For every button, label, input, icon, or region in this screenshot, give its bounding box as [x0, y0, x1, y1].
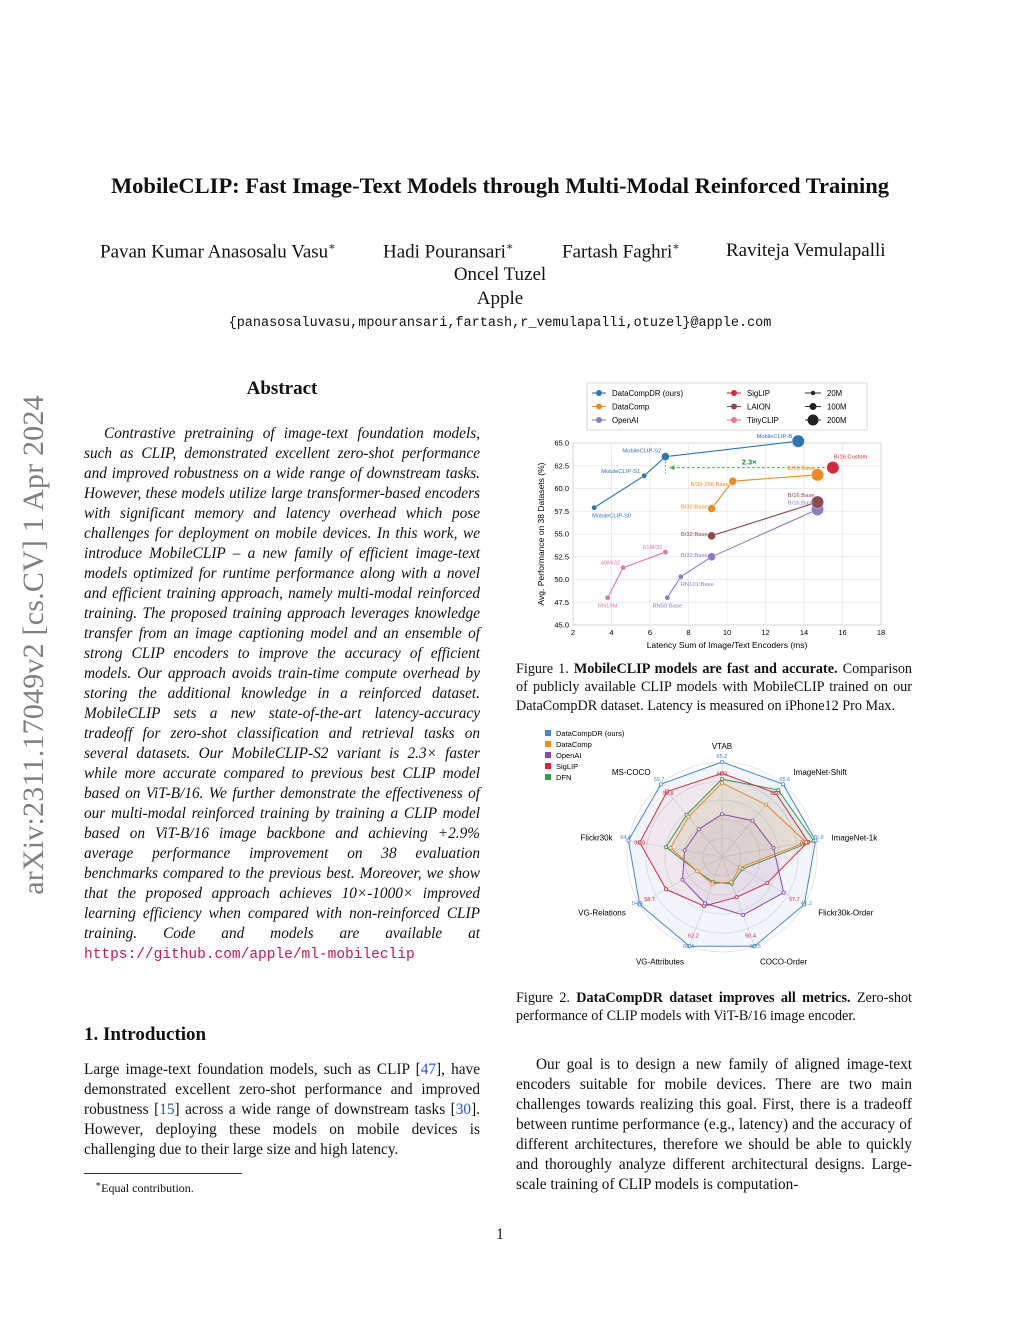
author-name: Fartash Faghri∗	[562, 241, 680, 263]
point-label: B/16:Base	[787, 500, 815, 507]
radar-data-label: 84.4	[620, 835, 631, 842]
radar-data-label: 54.6	[631, 900, 643, 907]
legend-swatch	[545, 774, 551, 780]
radar-axis-label: Flickr30k	[580, 833, 613, 843]
radar-axis-label: VTAB	[711, 741, 733, 751]
data-point	[729, 477, 737, 485]
legend-label: DataComp	[612, 402, 650, 412]
legend-marker	[596, 417, 602, 423]
data-point	[708, 505, 716, 513]
point-label: RN50:Base	[652, 603, 683, 610]
data-point	[620, 565, 625, 570]
legend-label: TinyCLIP	[747, 415, 779, 425]
author-name: Raviteja Vemulapalli	[726, 240, 886, 261]
radar-data-label: 81.9	[634, 840, 646, 847]
point-label: MobileCLIP-B	[756, 434, 793, 441]
y-tick-label: 47.5	[554, 597, 569, 607]
x-tick-label: 4	[609, 628, 614, 637]
radar-data-label: 50.4	[745, 933, 756, 940]
point-label: 40M/32	[600, 560, 621, 567]
data-point	[708, 553, 716, 561]
point-label: B/16:Custom	[833, 454, 868, 461]
data-point	[592, 505, 597, 510]
legend-marker	[731, 390, 737, 396]
citation-link[interactable]: 47	[420, 1061, 437, 1078]
radar-data-label: 59.7	[653, 777, 665, 784]
y-tick-label: 62.5	[554, 461, 569, 471]
radar-point	[659, 783, 662, 786]
point-label: B/16:Base	[787, 465, 815, 472]
radar-data-label: 55.5	[750, 943, 761, 950]
figure1-scatter-chart	[530, 380, 910, 655]
radar-axis-label: COCO-Order	[760, 957, 808, 967]
point-label: B/32:Base	[680, 552, 708, 559]
footnote: ∗Equal contribution.	[95, 1179, 194, 1195]
y-tick-label: 52.5	[554, 552, 569, 562]
point-label: MobileCLIP-S1	[601, 468, 641, 475]
legend-marker	[731, 404, 737, 410]
radar-point	[781, 783, 784, 786]
legend-marker	[596, 404, 602, 410]
author-name: Pavan Kumar Anasosalu Vasu∗	[100, 241, 336, 263]
author-name: Hadi Pouransari∗	[383, 241, 514, 263]
x-tick-label: 10	[722, 628, 732, 637]
x-axis-label: Latency Sum of Image/Text Encoders (ms)	[646, 640, 808, 650]
radar-axis-label: MS-COCO	[611, 767, 651, 777]
radar-data-label: 68.4	[683, 943, 694, 950]
radar-data-label: 62.2	[688, 933, 699, 940]
legend-label: LAION	[747, 402, 771, 412]
legend-size-marker	[810, 403, 817, 410]
citation-link[interactable]: 30	[455, 1101, 472, 1118]
radar-data-label: 62.3	[716, 771, 728, 778]
affiliation: Apple	[476, 288, 524, 309]
page-number: 1	[496, 1226, 504, 1243]
legend-label: DFN	[556, 773, 572, 782]
radar-data-label: 76.8	[813, 835, 824, 842]
legend-label: OpenAI	[612, 415, 639, 425]
legend-label: OpenAI	[556, 751, 582, 760]
radar-data-label: 57.7	[789, 896, 800, 903]
point-label: B/16:Base	[787, 493, 815, 500]
point-label: RN19M	[597, 603, 618, 610]
author-name: Oncel Tuzel	[453, 264, 547, 285]
legend-label: SigLIP	[747, 388, 770, 398]
radar-data-label: 65.6	[779, 777, 791, 784]
legend-swatch	[545, 741, 551, 747]
point-label: 61M/32	[643, 545, 663, 552]
code-link[interactable]: https://github.com/apple/ml-mobileclip	[84, 947, 415, 963]
x-tick-label: 14	[799, 628, 809, 637]
legend-marker	[731, 417, 737, 423]
point-label: B/32:Base	[680, 504, 708, 511]
point-label: MobileCLIP-S0	[592, 513, 632, 520]
x-tick-label: 12	[761, 628, 770, 637]
radar-axis-label: VG-Relations	[578, 908, 626, 918]
y-tick-label: 65.0	[554, 438, 569, 448]
radar-data-label: 62.3	[770, 790, 782, 797]
radar-data-label: 58.7	[644, 896, 655, 903]
radar-axis-label: VG-Attributes	[635, 957, 684, 967]
radar-data-label: 65.2	[716, 754, 728, 761]
y-tick-label: 55.0	[554, 529, 569, 539]
x-tick-label: 16	[838, 628, 847, 637]
speedup-label: 2.3×	[741, 457, 757, 467]
radar-series	[628, 762, 815, 946]
legend-size-label: 20M	[827, 388, 843, 398]
data-point	[642, 473, 647, 478]
radar-data-label: 76.2	[798, 840, 810, 847]
x-tick-label: 6	[647, 628, 653, 637]
data-point	[678, 574, 683, 579]
legend-swatch	[545, 730, 551, 736]
data-point	[661, 453, 669, 461]
y-axis-label: Avg. Performance on 38 Datasets (%)	[536, 462, 546, 606]
legend-size-marker	[811, 391, 815, 395]
legend-marker	[596, 390, 602, 396]
x-tick-label: 2	[570, 628, 576, 637]
intro-paragraph-right: Our goal is to design a new family of aligned image-text encoders suitable for mobile devices. There are two main challenges towards realizing this goal. First, there is a tradeoff between runtime performance (e.g., latency) and the accuracy of different architectures, therefore we should be able to quickly and thoroughly analyze different architectural designs. Large-scale training of CLIP models is computation-	[516, 1056, 912, 1193]
author-emails: {panasosaluvasu,mpouransari,fartash,r_vemulapalli,otuzel}@apple.com	[228, 316, 772, 331]
y-tick-label: 57.5	[554, 506, 569, 516]
point-label: B/32-256:Base	[690, 482, 729, 489]
x-tick-label: 8	[686, 628, 691, 637]
abstract-text: Contrastive pretraining of image-text foundation models, such as CLIP, demonstrated excellent zero-shot performance and improved robustness on a wide range of downstream tasks. However, these models utilize large transformer-based encoders with significant memory and latency overhead which pose challenges for deployment on mobile devices. In this work, we introduce MobileCLIP – a new family of efficient image-text models optimized for runtime performance along with a novel and efficient training approach, namely multi-modal reinforced training. The proposed training approach leverages knowledge transfer from an image captioning model and an ensemble of strong CLIP encoders to improve the accuracy of efficient models. Our approach avoids train-time compute overhead by storing the additional knowledge in a reinforced dataset. MobileCLIP sets a new state-of-the-art latency-accuracy tradeoff for zero-shot classification and retrieval tasks on several datasets. Our MobileCLIP-S2 variant is 2.3× faster while more accurate compared to previous best CLIP model based on ViT-B/16. We further demonstrate the effectiveness of our multi-modal reinforced training by training a CLIP model based on ViT-B/16 image backbone and achieving +2.9% average performance improvement on 38 evaluation benchmarks compared to the previous best. Moreover, we show that the proposed approach achieves 10×-1000× improved learning efficiency when compared with non-reinforced CLIP training. Code and models are available at https://github.com/apple/ml-mobileclip	[84, 425, 480, 963]
radar-axis-label: ImageNet-Shift	[793, 767, 847, 777]
data-point	[827, 461, 839, 473]
intro-paragraph: Large image-text foundation models, such as CLIP [47], have demonstrated excellent zero-shot performance and improved robustness [15] across a wide range of downstream tasks [30]. However, deploying these models on mobile devices is challenging due to their large size and high latency.	[84, 1061, 480, 1158]
radar-point	[720, 760, 723, 763]
point-label: B/32:Base	[680, 531, 708, 538]
legend-size-label: 100M	[827, 402, 847, 412]
x-tick-label: 18	[876, 628, 886, 637]
data-point	[663, 550, 668, 555]
footnote-rule	[84, 1173, 242, 1174]
arxiv-identifier: arXiv:2311.17049v2 [cs.CV] 1 Apr 2024	[17, 395, 50, 895]
legend-label: SigLIP	[556, 762, 579, 771]
figure1-caption: Figure 1. MobileCLIP models are fast and accurate. Comparison of publicly available CLIP models with MobileCLIP trained on our DataCompDR dataset. Latency is measured on iPhone12 Pro Max.	[516, 661, 913, 714]
data-point	[665, 595, 670, 600]
data-point	[792, 435, 804, 447]
radar-data-label: 61.2	[801, 900, 813, 907]
legend-swatch	[545, 763, 551, 769]
paper-title: MobileCLIP: Fast Image-Text Models through Multi-Modal Reinforced Training	[110, 173, 890, 198]
point-label: MobileCLIP-S2	[622, 448, 662, 455]
section-heading: 1. Introduction	[84, 1024, 207, 1045]
point-label: RN101:Base	[680, 581, 714, 588]
data-point	[605, 595, 610, 600]
radar-data-label: 56.8	[662, 790, 674, 797]
legend-label: DataComp	[556, 740, 592, 749]
legend-swatch	[545, 752, 551, 758]
data-point	[708, 532, 716, 540]
legend-size-label: 200M	[827, 415, 847, 425]
radar-axis-label: ImageNet-1k	[831, 833, 878, 843]
radar-axis-label: Flickr30k-Order	[818, 908, 874, 918]
legend-label: DataCompDR (ours)	[556, 729, 625, 738]
y-tick-label: 50.0	[554, 575, 569, 584]
figure2-radar-chart	[540, 722, 910, 987]
legend-size-marker	[808, 415, 819, 426]
legend-label: DataCompDR (ours)	[612, 388, 684, 398]
figure2-caption: Figure 2. DataCompDR dataset improves all metrics. Zero-shot performance of CLIP models with ViT-B/16 image encoder.	[516, 990, 912, 1025]
y-tick-label: 45.0	[554, 620, 569, 630]
citation-link[interactable]: 15	[159, 1101, 175, 1118]
abstract-heading: Abstract	[246, 378, 318, 399]
y-tick-label: 60.0	[554, 484, 569, 493]
